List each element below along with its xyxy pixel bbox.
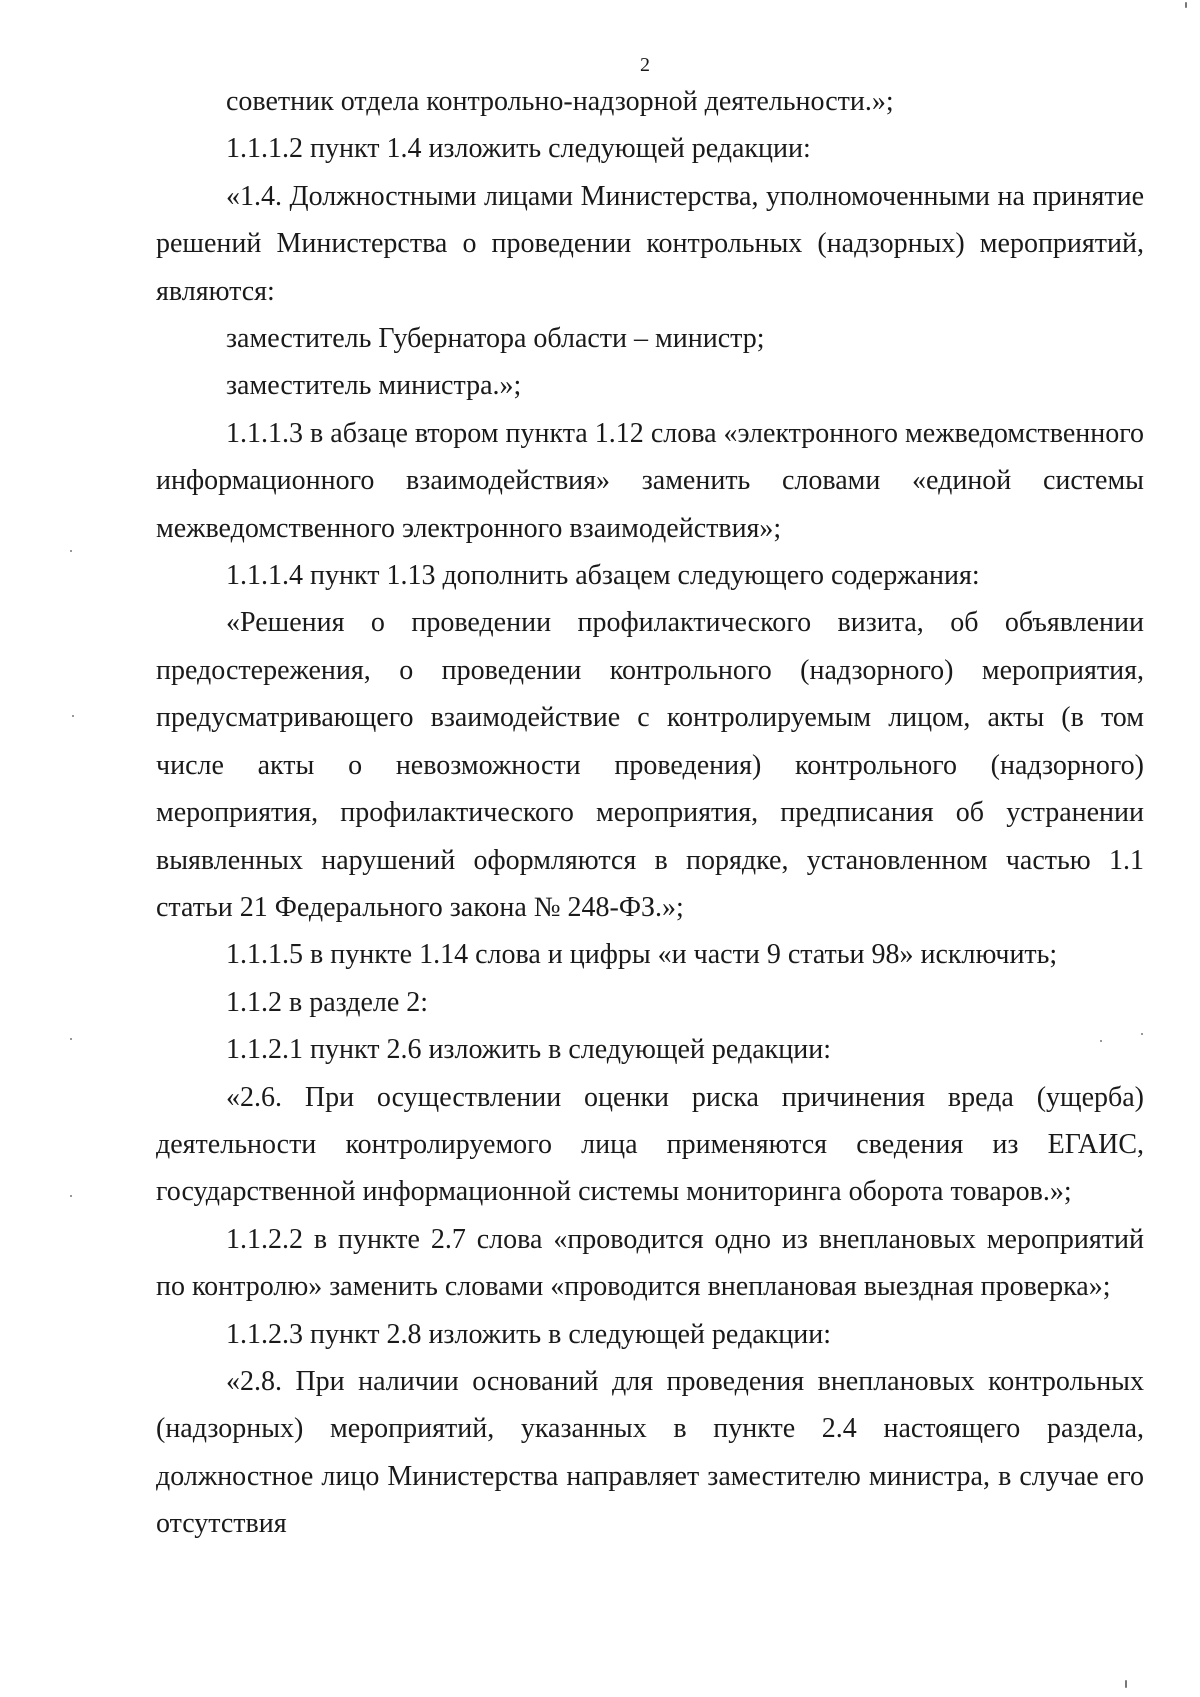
scan-speck bbox=[70, 1038, 72, 1040]
paragraph: 1.1.1.2 пункт 1.4 изложить следующей редакции: bbox=[226, 133, 811, 165]
scan-speck bbox=[1125, 1680, 1127, 1688]
paragraph: «2.8. При наличии оснований для проведения внеплановых контрольных (надзорных) мероприятий, указанных в пункте 2.4 настоящего раздела, должностное лицо Министерства направляет заместителю министра, в случае его отсутствия bbox=[156, 1365, 1144, 1540]
page-number: 2 bbox=[640, 54, 650, 76]
paragraph: 1.1.1.5 в пункте 1.14 слова и цифры «и части 9 статьи 98» исключить; bbox=[226, 939, 1058, 971]
paragraph: 1.1.2.2 в пункте 2.7 слова «проводится одно из внеплановых мероприятий по контролю» заменить словами «проводится внеплановая выездная проверка»; bbox=[156, 1223, 1144, 1303]
paragraph: «2.6. При осуществлении оценки риска причинения вреда (ущерба) деятельности контролируемого лица применяются сведения из ЕГАИС, государственной информационной системы мониторинга оборота товаров.»; bbox=[156, 1081, 1144, 1208]
document-body bbox=[156, 78, 1144, 1548]
scan-speck bbox=[72, 715, 74, 717]
paragraph: 1.1.2.3 пункт 2.8 изложить в следующей редакции: bbox=[226, 1318, 831, 1350]
paragraph: заместитель министра.»; bbox=[226, 370, 522, 402]
paragraph: 1.1.1.3 в абзаце втором пункта 1.12 слова «электронного межведомственного информационного взаимодействия» заменить словами «единой системы межведомственного электронного взаимодействия»; bbox=[156, 417, 1144, 544]
paragraph: советник отдела контрольно-надзорной деятельности.»; bbox=[226, 86, 894, 117]
paragraph: 1.1.2.1 пункт 2.6 изложить в следующей редакции: bbox=[226, 1034, 831, 1066]
scan-speck bbox=[70, 1195, 72, 1197]
paragraph: заместитель Губернатора области – министр; bbox=[226, 323, 765, 355]
scan-speck bbox=[1185, 2, 1187, 8]
paragraph: «1.4. Должностными лицами Министерства, уполномоченными на принятие решений Министерства о проведении контрольных (надзорных) мероприятий, являются: bbox=[156, 180, 1144, 307]
scan-speck bbox=[1100, 1040, 1102, 1042]
paragraph: 1.1.2 в разделе 2: bbox=[226, 986, 429, 1018]
paragraph: 1.1.1.4 пункт 1.13 дополнить абзацем следующего содержания: bbox=[226, 560, 980, 592]
scan-speck bbox=[1141, 1033, 1143, 1035]
paragraph: «Решения о проведении профилактического визита, об объявлении предостережения, о проведении контрольного (надзорного) мероприятия, предусматривающего взаимодействие с контролируемым лицом, акты (в том числе акты о невозможности проведения) контрольного (надзорного) мероприятия, профилактического мероприятия, предписания об устранении выявленных нарушений оформляются в порядке, установленном частью 1.1 статьи 21 Федерального закона № 248-ФЗ.»; bbox=[156, 607, 1144, 923]
scan-speck bbox=[70, 550, 72, 552]
